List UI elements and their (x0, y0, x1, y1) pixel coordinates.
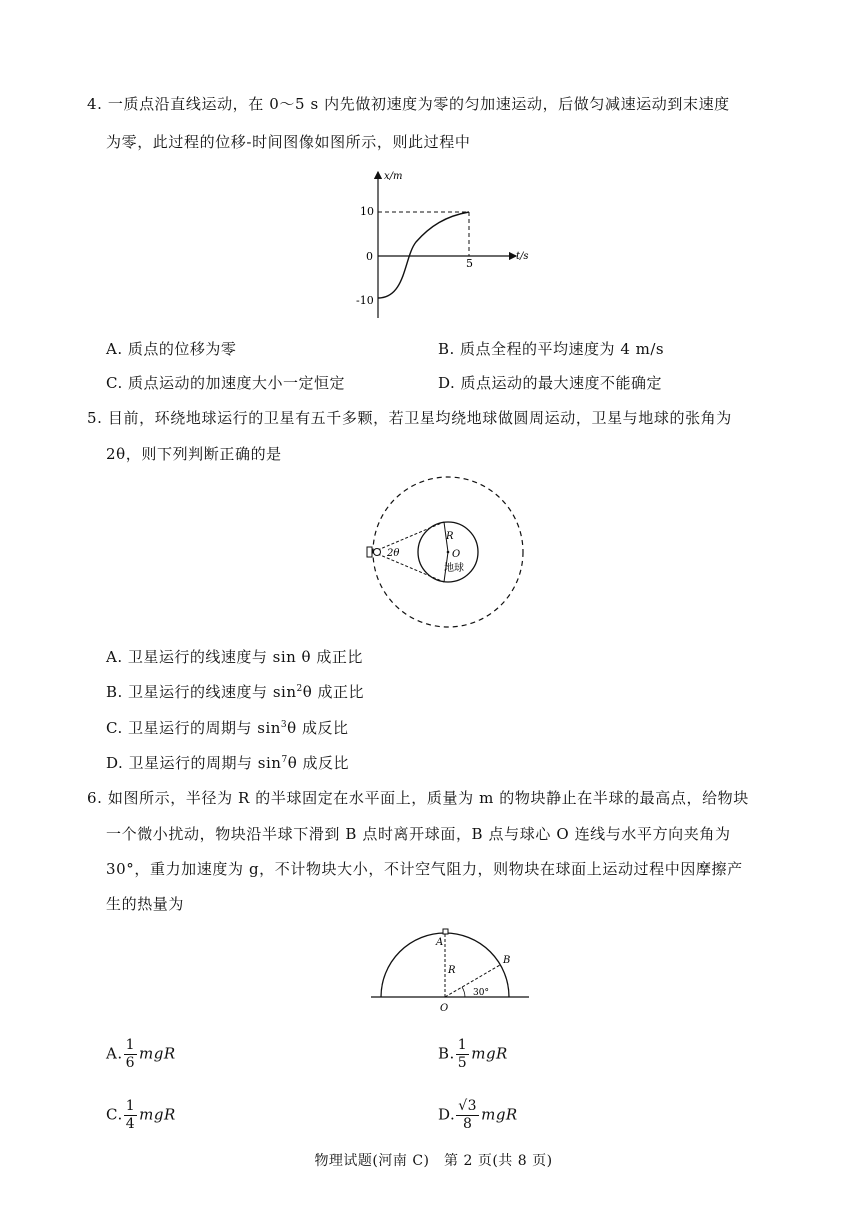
q5-satellite-icon (367, 547, 381, 557)
q6-stem-line2: 一个微小扰动，物块沿半球下滑到 B 点时离开球面，B 点与球心 O 连线与水平方向夹角为 (106, 825, 731, 843)
q4-stem-line2: 为零，此过程的位移-时间图像如图所示，则此过程中 (106, 133, 471, 151)
q6-label-a: A (436, 937, 444, 948)
q6-label-angle: 30° (473, 988, 489, 998)
q4-option-d: D. 质点运动的最大速度不能确定 (438, 374, 663, 392)
q6-stem-line1: 6. 如图所示，半径为 R 的半球固定在水平面上，质量为 m 的物块静止在半球的最高点，给物块 (87, 789, 749, 807)
q4-tick-5: 5 (466, 257, 473, 270)
q6-stem-line4: 生的热量为 (106, 895, 185, 913)
q4-tick-neg10: -10 (356, 294, 374, 307)
q6-label-o: O (440, 1003, 449, 1014)
q6-block (443, 929, 448, 934)
q6-option-d: D. $\frac{√3}{8}$ mgR (438, 1098, 518, 1132)
q4-tick-10: 10 (360, 205, 374, 218)
q4-y-axis-label: x/m (384, 171, 403, 182)
q5-option-b: B. 卫星运行的线速度与 $\sin^2\theta$ 成正比 (106, 683, 365, 701)
q4-option-c: C. 质点运动的加速度大小一定恒定 (106, 374, 345, 392)
q5-stem-line1: 5. 目前，环绕地球运行的卫星有五千多颗，若卫星均绕地球做圆周运动，卫星与地球的张角为 (87, 409, 732, 427)
q4-x-axis-label: t/s (516, 251, 529, 262)
q6-label-r: R (448, 965, 456, 976)
q5-option-a: A. 卫星运行的线速度与 sin θ 成正比 (106, 648, 363, 666)
q5-earth-label: 地球 (444, 563, 464, 574)
q6-label-b: B (503, 955, 511, 966)
q5-tangent-upper (373, 522, 444, 552)
q6-stem-line3: 30°，重力加速度为 g，不计物块大小，不计空气阻力，则物块在球面上运动过程中因摩擦产 (106, 860, 743, 878)
page-footer: 物理试题(河南 C) 第 2 页(共 8 页) (314, 1153, 553, 1169)
q5-option-c: C. 卫星运行的周期与 $\sin^3\theta$ 成反比 (106, 719, 349, 737)
q4-tick-0: 0 (366, 250, 373, 263)
q6-hemisphere-figure (365, 925, 535, 1017)
q5-option-d: D. 卫星运行的周期与 $\sin^7\theta$ 成反比 (106, 754, 349, 772)
q6-angle-arc (462, 987, 465, 997)
q4-position-time-graph (340, 166, 540, 326)
q5-angle-label: 2θ (387, 548, 400, 559)
q4-option-b: B. 质点全程的平均速度为 4 m/s (438, 340, 665, 358)
q6-option-b: B. $\frac{1}{5}$ mgR (438, 1037, 508, 1071)
q5-center-label: O (452, 549, 461, 560)
q5-stem-line2: 2θ，则下列判断正确的是 (106, 445, 282, 463)
q4-option-a: A. 质点的位移为零 (106, 340, 237, 358)
q5-satellite-orbit-figure (360, 468, 540, 633)
q5-radius-label: R (446, 531, 454, 542)
q4-stem-line1: 4. 一质点沿直线运动，在 0～5 s 内先做初速度为零的匀加速运动，后做匀减速运动到末速度 (87, 95, 730, 113)
q6-option-c: C. $\frac{1}{4}$ mgR (106, 1098, 176, 1132)
q4-curve (378, 212, 469, 298)
q6-option-a: A. $\frac{1}{6}$ mgR (106, 1037, 176, 1071)
q5-tangent-lower (373, 552, 444, 582)
